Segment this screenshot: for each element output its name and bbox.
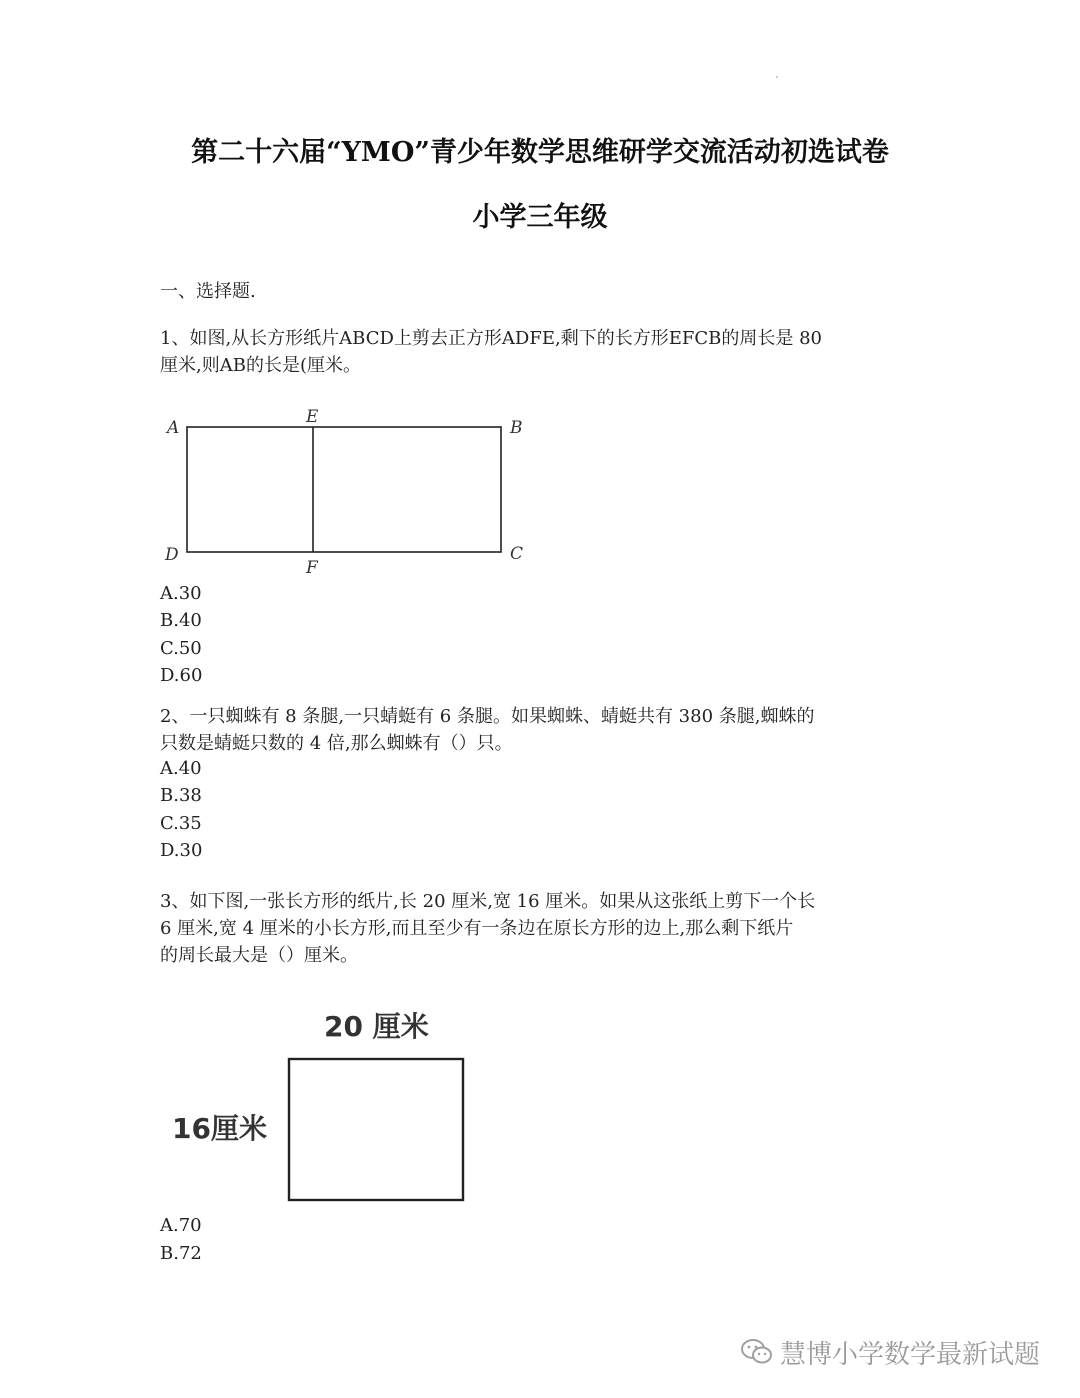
q1-label-c: C	[510, 544, 524, 564]
speck-mark	[776, 76, 778, 78]
q1-label-b: B	[510, 418, 523, 438]
q1-label-d: D	[165, 545, 179, 565]
q1-option-c: C.50	[160, 638, 202, 659]
q2-text-line-2: 只数是蜻蜓只数的 4 倍,那么蜘蛛有（）只。	[160, 733, 513, 754]
q2-text-line-1: 2、一只蜘蛛有 8 条腿,一只蜻蜓有 6 条腿。如果蜘蛛、蜻蜓共有 380 条腿,蜘蛛的	[160, 706, 815, 727]
q3-text-line-3: 的周长最大是（）厘米。	[160, 945, 358, 966]
q1-rect-abcd	[187, 427, 501, 552]
q3-figure	[160, 1000, 480, 1210]
q1-option-d: D.60	[160, 665, 203, 686]
q2-option-b: B.38	[160, 785, 202, 806]
q3-text-line-1: 3、如下图,一张长方形的纸片,长 20 厘米,宽 16 厘米。如果从这张纸上剪下一个长	[160, 891, 816, 912]
q3-option-b: B.72	[160, 1243, 202, 1264]
q3-length-label: 20 厘米	[324, 1010, 429, 1043]
grade-subtitle: 小学三年级	[472, 202, 608, 233]
watermark-text: 慧博小学数学最新试题	[780, 1339, 1041, 1370]
q3-width-label: 16厘米	[172, 1112, 267, 1145]
q1-text-line-2: 厘米,则AB的长是(厘米。	[160, 355, 361, 376]
q3-text-line-2: 6 厘米,宽 4 厘米的小长方形,而且至少有一条边在原长方形的边上,那么剩下纸片	[160, 918, 794, 939]
q2-option-a: A.40	[160, 758, 202, 779]
exam-title: 第二十六届“YMO”青少年数学思维研学交流活动初选试卷	[191, 137, 889, 168]
q2-option-c: C.35	[160, 813, 202, 834]
q2-option-d: D.30	[160, 840, 203, 861]
q1-label-e: E	[306, 407, 319, 427]
q1-label-f: F	[306, 558, 318, 578]
q1-option-a: A.30	[160, 583, 202, 604]
wechat-icon	[740, 1338, 774, 1366]
section-heading: 一、选择题.	[160, 281, 256, 302]
q3-option-a: A.70	[160, 1215, 202, 1236]
q1-figure	[160, 405, 540, 585]
q1-label-a: A	[167, 418, 180, 438]
q1-option-b: B.40	[160, 610, 202, 631]
q1-text-line-1: 1、如图,从长方形纸片ABCD上剪去正方形ADFE,剩下的长方形EFCB的周长是 80	[160, 328, 822, 349]
watermark	[740, 1336, 1060, 1368]
q3-paper-rect	[289, 1059, 463, 1200]
